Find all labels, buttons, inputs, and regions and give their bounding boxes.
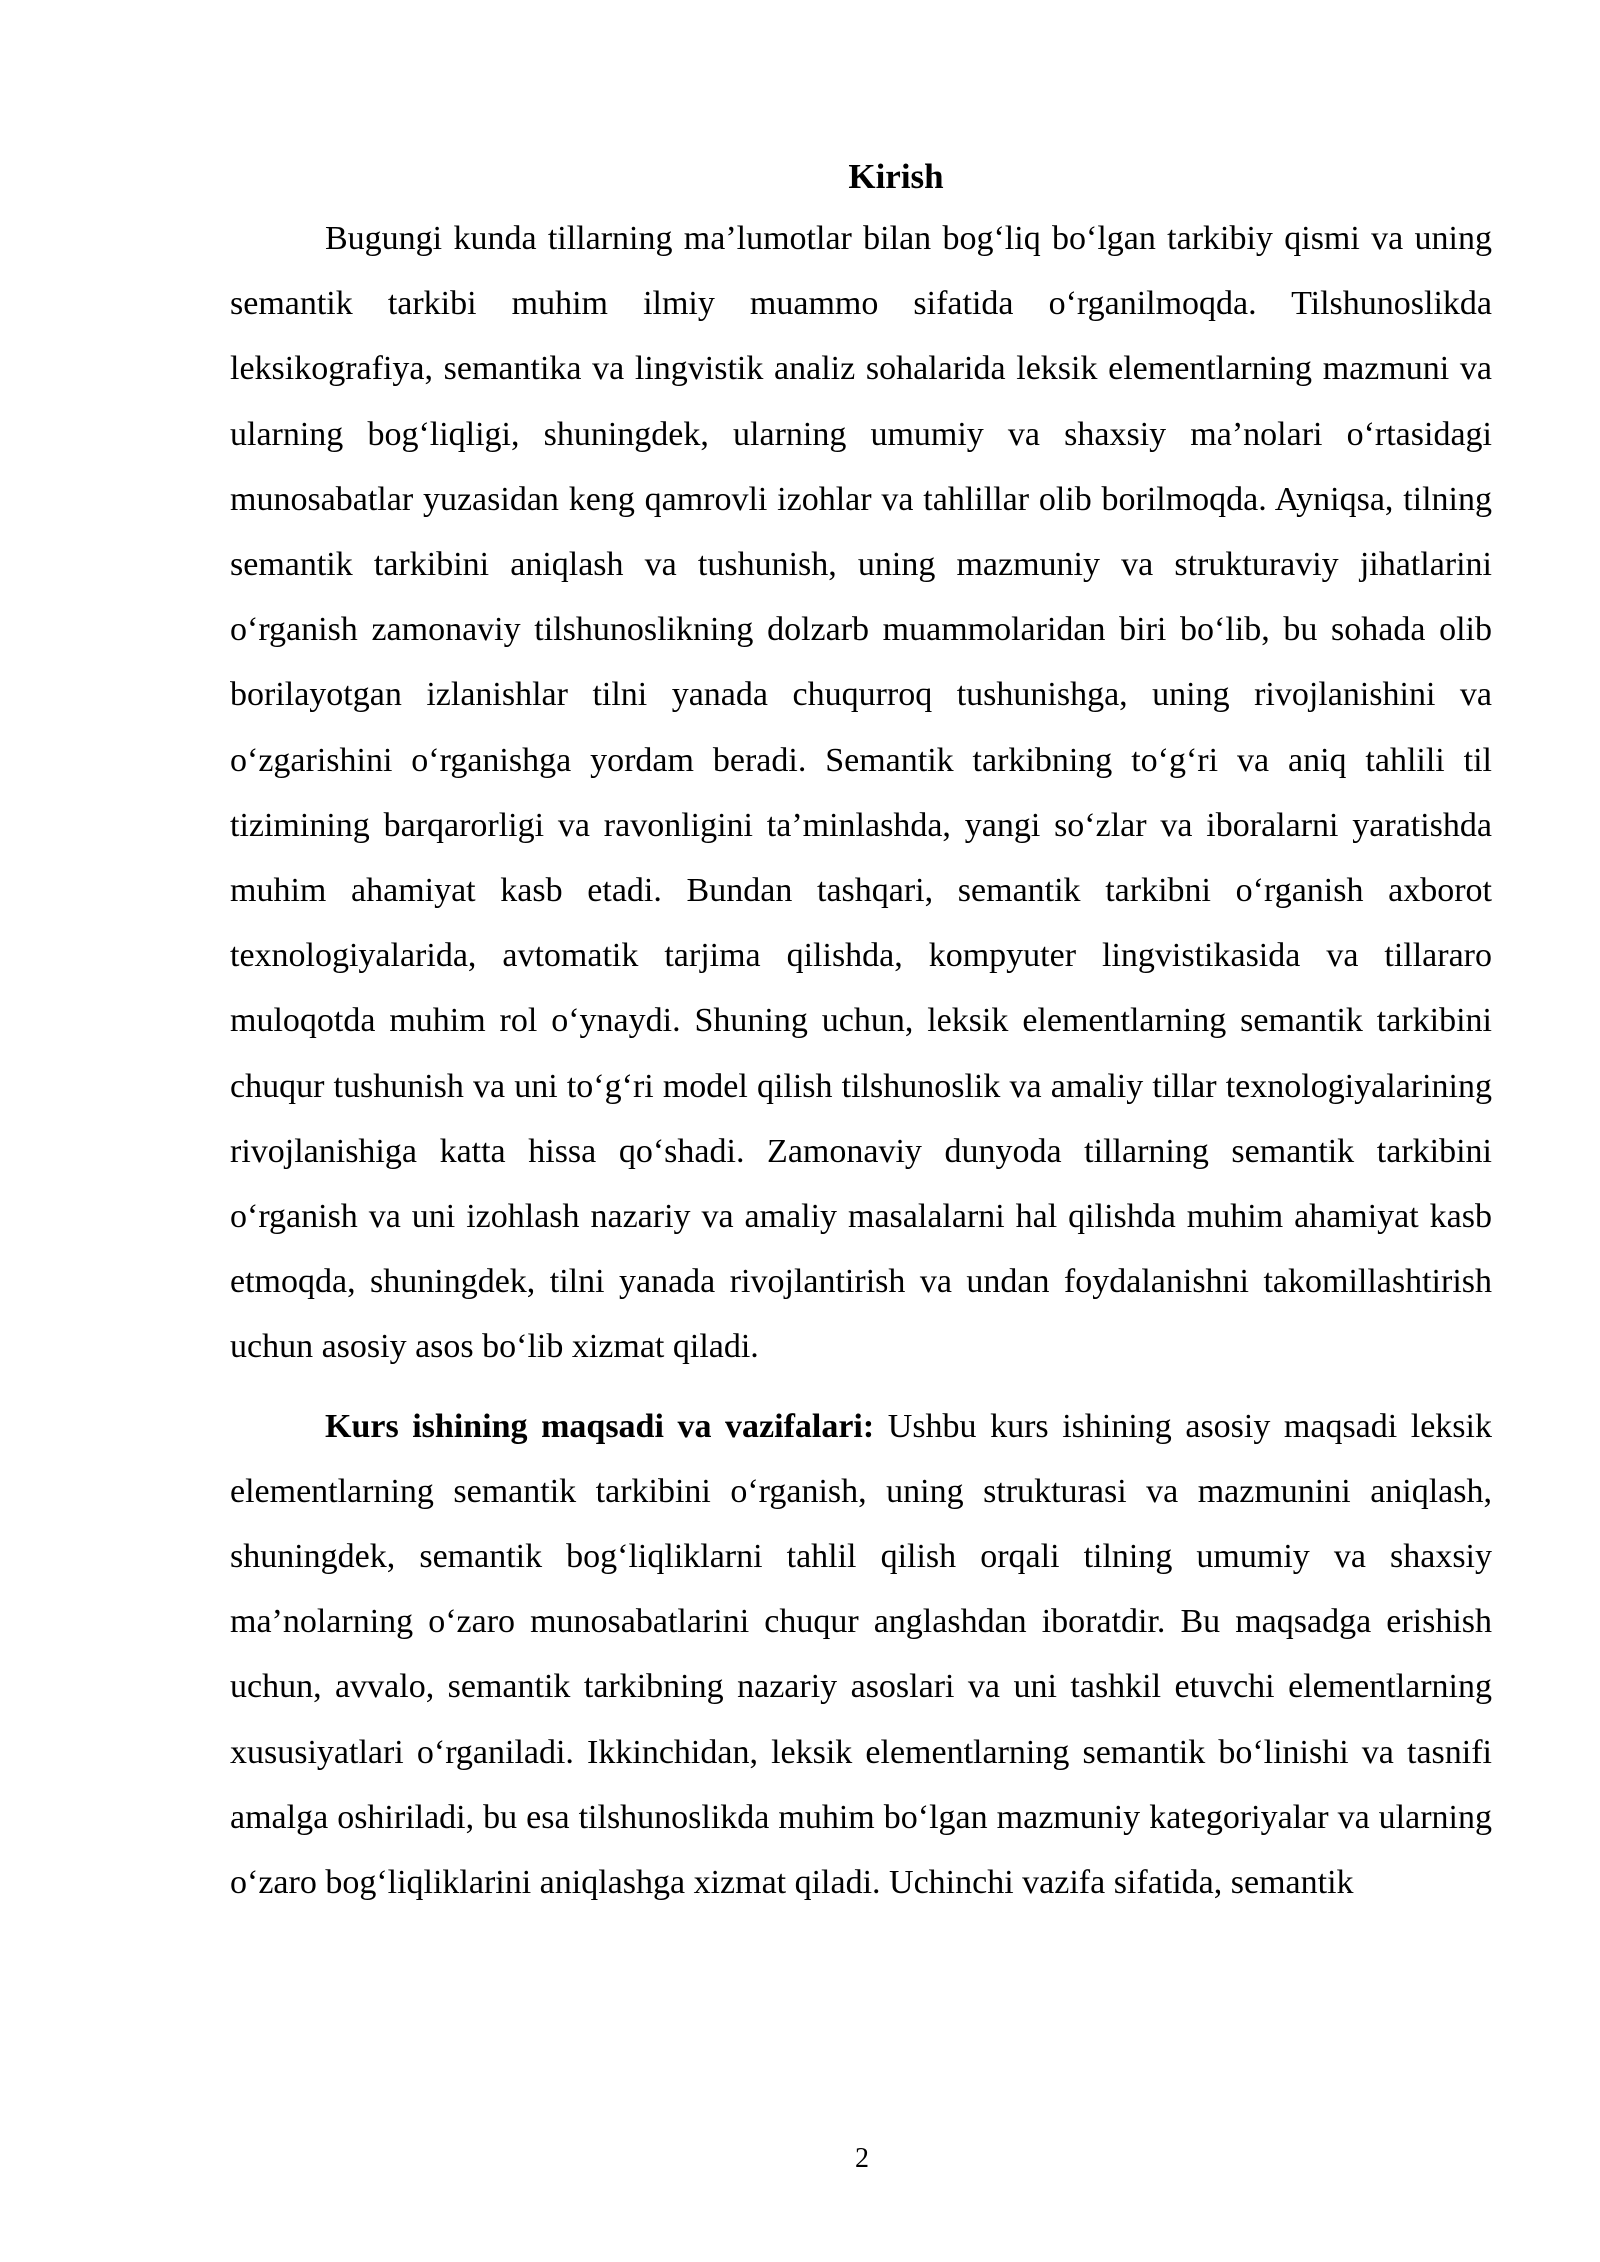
page-content	[230, 148, 1492, 1915]
page-number: 2	[855, 2143, 869, 2174]
section-heading: Kirish	[848, 157, 944, 196]
goals-paragraph-body: Ushbu kurs ishining asosiy maqsadi leksik elementlarning semantik tarkibini o‘rganish, uning strukturasi va mazmunini aniqlash, shuningdek, semantik bog‘liqliklarni tahlil qilish orqali tilning umumiy va shaxsiy ma’nolarning o‘zaro munosabatlarini chuqur anglashdan iboratdir. Bu maqsadga erishish uchun, avvalo, semantik tarkibning nazariy asoslari va uni tashkil etuvchi elementlarning xususiyatlari o‘rganiladi. Ikkinchidan, leksik elementlarning semantik bo‘linishi va tasnifi amalga oshiriladi, bu esa tilshunoslikda muhim bo‘lgan mazmuniy kategoriyalar va ularning o‘zaro bog‘liqliklarini aniqlashga xizmat qiladi. Uchinchi vazifa sifatida, semantik	[230, 1407, 1492, 1902]
intro-paragraph: Bugungi kunda tillarning ma’lumotlar bilan bog‘liq bo‘lgan tarkibiy qismi va uning semantik tarkibi muhim ilmiy muammo sifatida o‘rganilmoqda. Tilshunoslikda leksikografiya, semantika va lingvistik analiz sohalarida leksik elementlarning mazmuni va ularning bog‘liqligi, shuningdek, ularning umumiy va shaxsiy ma’nolari o‘rtasidagi munosabatlar yuzasidan keng qamrovli izohlar va tahlillar olib borilmoqda. Ayniqsa, tilning semantik tarkibini aniqlash va tushunish, uning mazmuniy va strukturaviy jihatlarini o‘rganish zamonaviy tilshunoslikning dolzarb muammolaridan biri bo‘lib, bu sohada olib borilayotgan izlanishlar tilni yanada chuqurroq tushunishga, uning rivojlanishini va o‘zgarishini o‘rganishga yordam beradi. Semantik tarkibning to‘g‘ri va aniq tahlili til tizimining barqarorligi va ravonligini ta’minlashda, yangi so‘zlar va iboralarni yaratishda muhim ahamiyat kasb etadi. Bundan tashqari, semantik tarkibni o‘rganish axborot texnologiyalarida, avtomatik tarjima qilishda, kompyuter lingvistikasida va tillararo muloqotda muhim rol o‘ynaydi. Shuning uchun, leksik elementlarning semantik tarkibini chuqur tushunish va uni to‘g‘ri model qilish tilshunoslik va amaliy tillar texnologiyalarining rivojlanishiga katta hissa qo‘shadi. Zamonaviy dunyoda tillarning semantik tarkibini o‘rganish va uni izohlash nazariy va amaliy masalalarni hal qilishda muhim ahamiyat kasb etmoqda, shuningdek, tilni yanada rivojlantirish va undan foydalanishni takomillashtirish uchun asosiy asos bo‘lib xizmat qiladi.	[230, 220, 1492, 1366]
goals-paragraph-lead: Kurs ishining maqsadi va vazifalari:	[325, 1407, 875, 1445]
goals-paragraph	[230, 1394, 1492, 1916]
